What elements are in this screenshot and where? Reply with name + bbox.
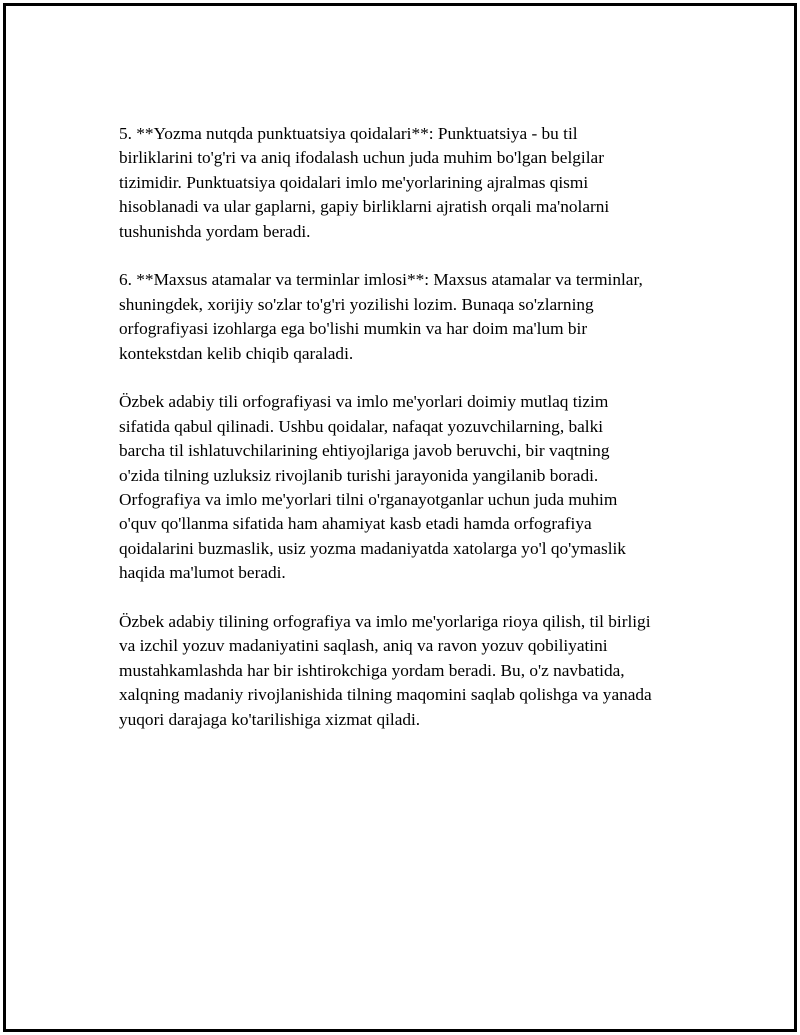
text-line: hisoblanadi va ular gaplarni, gapiy birliklarni ajratish orqali ma'nolarni (119, 197, 610, 217)
text-line: o'quv qo'llanma sifatida ham ahamiyat kasb etadi hamda orfografiya (119, 514, 592, 534)
text-line: Orfografiya va imlo me'yorlari tilni o'rganayotganlar uchun juda muhim (119, 490, 618, 510)
text-line: haqida ma'lumot beradi. (119, 563, 286, 583)
text-line: birliklarini to'g'ri va aniq ifodalash uchun juda muhim bo'lgan belgilar (119, 148, 604, 168)
paragraph-orthography-norms (119, 390, 709, 585)
text-line: yuqori darajaga ko'tarilishiga xizmat qiladi. (119, 709, 421, 729)
text-line: Özbek adabiy tilining orfografiya va imlo me'yorlariga rioya qilish, til birligi (119, 612, 651, 632)
text-line: tushunishda yordam beradi. (119, 221, 311, 241)
document-body (119, 122, 709, 757)
paragraph-conclusion (119, 610, 709, 732)
text-line: Özbek adabiy tili orfografiyasi va imlo me'yorlari doimiy mutlaq tizim (119, 392, 609, 412)
text-line: va izchil yozuv madaniyatini saqlash, aniq va ravon yozuv qobiliyatini (119, 636, 608, 656)
text-line: kontekstdan kelib chiqib qaraladi. (119, 343, 354, 363)
paragraph-punctuation-rules (119, 122, 709, 244)
text-line: sifatida qabul qilinadi. Ushbu qoidalar, nafaqat yozuvchilarning, balki (119, 416, 604, 436)
text-line: shuningdek, xorijiy so'zlar to'g'ri yozilishi lozim. Bunaqa so'zlarning (119, 294, 594, 314)
text-line: 5. **Yozma nutqda punktuatsiya qoidalari**: Punktuatsiya - bu til (119, 124, 578, 143)
paragraph-special-terms (119, 268, 709, 366)
text-line: orfografiyasi izohlarga ega bo'lishi mumkin va har doim ma'lum bir (119, 319, 588, 339)
text-line: 6. **Maxsus atamalar va terminlar imlosi**: Maxsus atamalar va terminlar, (119, 270, 643, 290)
page-frame (3, 3, 797, 1032)
text-line: tizimidir. Punktuatsiya qoidalari imlo me'yorlarining ajralmas qismi (119, 172, 589, 192)
text-line: barcha til ishlatuvchilarining ehtiyojlariga javob beruvchi, bir vaqtning (119, 441, 610, 461)
text-line: mustahkamlashda har bir ishtirokchiga yordam beradi. Bu, o'z navbatida, (119, 660, 625, 680)
text-line: o'zida tilning uzluksiz rivojlanib turishi jarayonida yangilanib boradi. (119, 465, 599, 485)
text-line: qoidalarini buzmaslik, usiz yozma madaniyatda xatolarga yo'l qo'ymaslik (119, 538, 626, 558)
text-line: xalqning madaniy rivojlanishida tilning maqomini saqlab qolishga va yanada (119, 685, 652, 705)
